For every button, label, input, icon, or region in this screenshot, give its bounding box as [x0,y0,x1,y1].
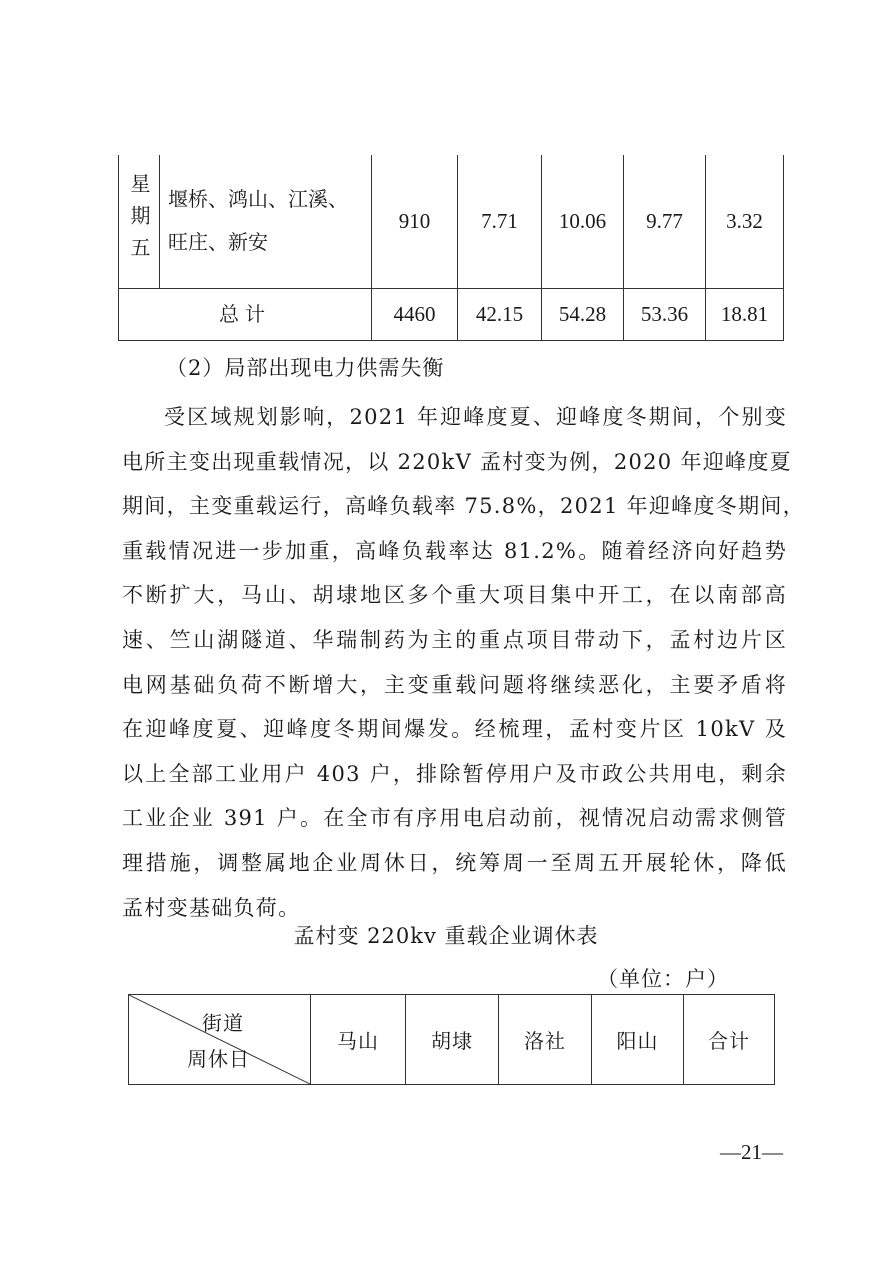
total-label: 总计 [119,288,372,340]
paragraph-line: 工业企业 391 户。在全市有序用电启动前，视情况启动需求侧管 [122,806,787,831]
paragraph-line: 电网基础负荷不断增大，主变重载问题将继续恶化，主要矛盾将 [122,672,787,697]
rest-day-header: 周休日 [187,1047,250,1071]
column-header: 洛社 [499,995,592,1085]
paragraph-line: 孟村变基础负荷。 [122,895,301,920]
street-header: 街道 [202,1011,244,1035]
rest-day-table [128,994,775,1085]
table-cell: 54.28 [542,288,624,340]
paragraph-line: 速、竺山湖隧道、华瑞制药为主的重点项目带动下，孟村边片区 [122,627,787,652]
table-header-row [129,995,775,1085]
paragraph-line: 以上全部工业用户 403 户，排除暂停用户及市政公共用电，剩余 [122,761,787,786]
paragraph-line: 受区域规划影响，2021 年迎峰度夏、迎峰度冬期间，个别变 [164,405,787,429]
table-row [119,155,784,288]
table-cell: 4460 [372,288,458,340]
paragraph-line: 理措施，调整属地企业周休日，统筹周一至周五开展轮休，降低 [122,850,787,875]
column-header: 阳山 [592,995,684,1085]
table-cell: 10.06 [542,155,624,288]
column-header: 马山 [311,995,406,1085]
table-cell: 910 [372,155,458,288]
body-paragraph [122,395,806,930]
paragraph-line: 在迎峰度夏、迎峰度冬期间爆发。经梳理，孟村变片区 10kV 及 [122,717,787,742]
total-row [119,288,784,340]
paragraph-line: 不断扩大，马山、胡埭地区多个重大项目集中开工，在以南部高 [122,583,787,608]
streets-line: 旺庄、新安 [168,230,268,255]
table-cell: 53.36 [624,288,706,340]
table-cell: 18.81 [706,288,784,340]
table-title: 孟村变 220kv 重载企业调休表 [293,924,599,948]
column-header: 胡埭 [406,995,499,1085]
unit-label: （单位：户） [597,967,729,991]
paragraph-line: 重载情况进一步加重，高峰负载率达 81.2%。随着经济向好趋势 [122,538,787,563]
page-number: —21— [720,1140,783,1164]
streets-line: 堰桥、鸿山、江溪、 [168,187,348,212]
table-cell: 42.15 [458,288,542,340]
streets-cell [160,155,372,288]
table-cell: 9.77 [624,155,706,288]
table-cell: 7.71 [458,155,542,288]
table-cell: 3.32 [706,155,784,288]
summary-table-continuation [118,155,784,341]
column-header: 合计 [684,995,775,1085]
section-heading: （2）局部出现电力供需失衡 [166,356,445,380]
paragraph-line: 电所主变出现重载情况，以 220kV 孟村变为例，2020 年迎峰度夏 [122,449,792,474]
paragraph-line: 期间，主变重载运行，高峰负载率 75.8%，2021 年迎峰度冬期间， [122,494,806,519]
weekday-cell: 星期五 [119,155,160,288]
diagonal-header-cell [129,995,311,1085]
